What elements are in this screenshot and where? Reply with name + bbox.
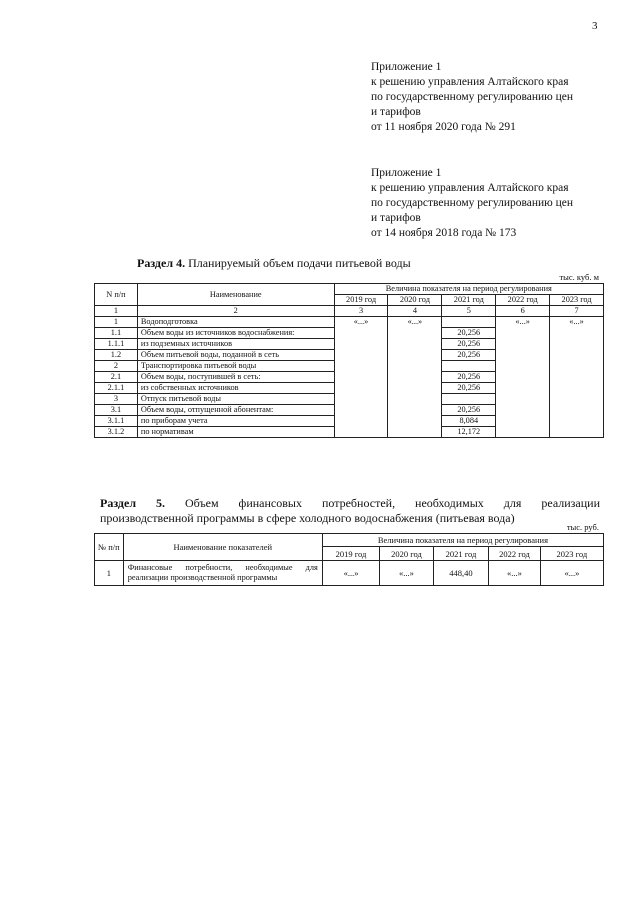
row-name: Объем воды из источников водоснабжения: [137,328,334,339]
header-year: 2023 год [540,547,603,561]
header-year: 2022 год [489,547,541,561]
value-2019: «...» [334,317,388,438]
row-num: 1.1 [95,328,138,339]
row-num: 2 [95,361,138,372]
header-year: 2019 год [334,295,388,306]
column-number: 2 [137,306,334,317]
row-num: 1 [95,561,124,586]
appendix-line: по государственному регулированию цен [371,197,574,209]
row-num: 2.1 [95,372,138,383]
value-2021: 20,256 [442,372,496,383]
section4-heading [137,256,411,271]
appendix-current [371,60,573,135]
value-2021: 20,256 [442,383,496,394]
header-year: 2022 год [496,295,550,306]
header-year: 2021 год [442,295,496,306]
row-name: Объем воды, отпущенной абонентам: [137,405,334,416]
row-num: 2.1.1 [95,383,138,394]
value-2021: 448,40 [433,561,488,586]
appendix-line: и тарифов [371,106,421,118]
column-number: 7 [550,306,604,317]
value-2023: «...» [540,561,603,586]
value-2020: «...» [380,561,434,586]
header-year: 2020 год [380,547,434,561]
section4-unit: тыс. куб. м [559,272,599,282]
section4-label: Раздел 4. [137,256,186,270]
section5-label: Раздел 5. [100,496,166,510]
section5-title-line1 [100,496,600,511]
table-row [95,561,604,586]
value-2021: 20,256 [442,328,496,339]
row-name: Водоподготовка [137,317,334,328]
header-name: Наименование показателей [123,534,322,561]
appendix-line: и тарифов [371,212,421,224]
value-2021 [442,361,496,372]
value-2021: 20,256 [442,405,496,416]
row-name: по приборам учета [137,416,334,427]
header-year: 2023 год [550,295,604,306]
appendix-line: от 14 ноября 2018 года № 173 [371,227,517,239]
value-2023: «...» [550,317,604,438]
appendix-line: по государственному регулированию цен [371,91,574,103]
row-num: 3.1 [95,405,138,416]
value-2019: «...» [322,561,379,586]
header-name: Наименование [137,284,334,306]
header-period: Величина показателя на период регулирования [322,534,603,547]
row-num: 1 [95,317,138,328]
section5-title-line2: производственной программы в сфере холодного водоснабжения (питьевая вода) [100,511,515,525]
value-2021: 20,256 [442,350,496,361]
appendix-line: к решению управления Алтайского края [371,76,569,88]
row-name: из собственных источников [137,383,334,394]
section5-title-text: Объем финансовых потребностей, необходимых для реализации [185,496,600,510]
header-period: Величина показателя на период регулирования [334,284,603,295]
row-num: 3.1.2 [95,427,138,438]
column-number: 3 [334,306,388,317]
appendix-line: Приложение 1 [371,61,442,73]
column-number: 5 [442,306,496,317]
value-2021: 20,256 [442,339,496,350]
page-number: 3 [592,20,598,32]
row-name: из подземных источников [137,339,334,350]
section5-unit: тыс. руб. [566,522,599,532]
row-name: по нормативам [137,427,334,438]
header-year: 2020 год [388,295,442,306]
appendix-previous [371,166,573,241]
table-row [95,317,604,328]
row-name: Финансовые потребности, необходимые для реализации производственной программы [123,561,322,586]
value-2021: 12,172 [442,427,496,438]
appendix-line: от 11 ноября 2020 года № 291 [371,121,516,133]
value-2021: 8,084 [442,416,496,427]
header-num: № п/п [95,534,124,561]
header-year: 2021 год [433,547,488,561]
row-num: 3.1.1 [95,416,138,427]
value-2022: «...» [489,561,541,586]
header-year: 2019 год [322,547,379,561]
row-name: Объем воды, поступившей в сеть: [137,372,334,383]
column-number: 1 [95,306,138,317]
column-number: 6 [496,306,550,317]
row-name: Объем питьевой воды, поданной в сеть [137,350,334,361]
section5-heading [100,496,600,526]
row-num: 3 [95,394,138,405]
section4-title: Планируемый объем подачи питьевой воды [188,256,411,270]
value-2021 [442,317,496,328]
row-name: Транспортировка питьевой воды [137,361,334,372]
row-name: Отпуск питьевой воды [137,394,334,405]
value-2021 [442,394,496,405]
value-2020: «...» [388,317,442,438]
row-num: 1.2 [95,350,138,361]
column-number: 4 [388,306,442,317]
appendix-line: к решению управления Алтайского края [371,182,569,194]
header-num: N п/п [95,284,138,306]
section5-table [94,533,604,586]
appendix-line: Приложение 1 [371,167,442,179]
value-2022: «...» [496,317,550,438]
row-num: 1.1.1 [95,339,138,350]
section4-table [94,283,604,438]
